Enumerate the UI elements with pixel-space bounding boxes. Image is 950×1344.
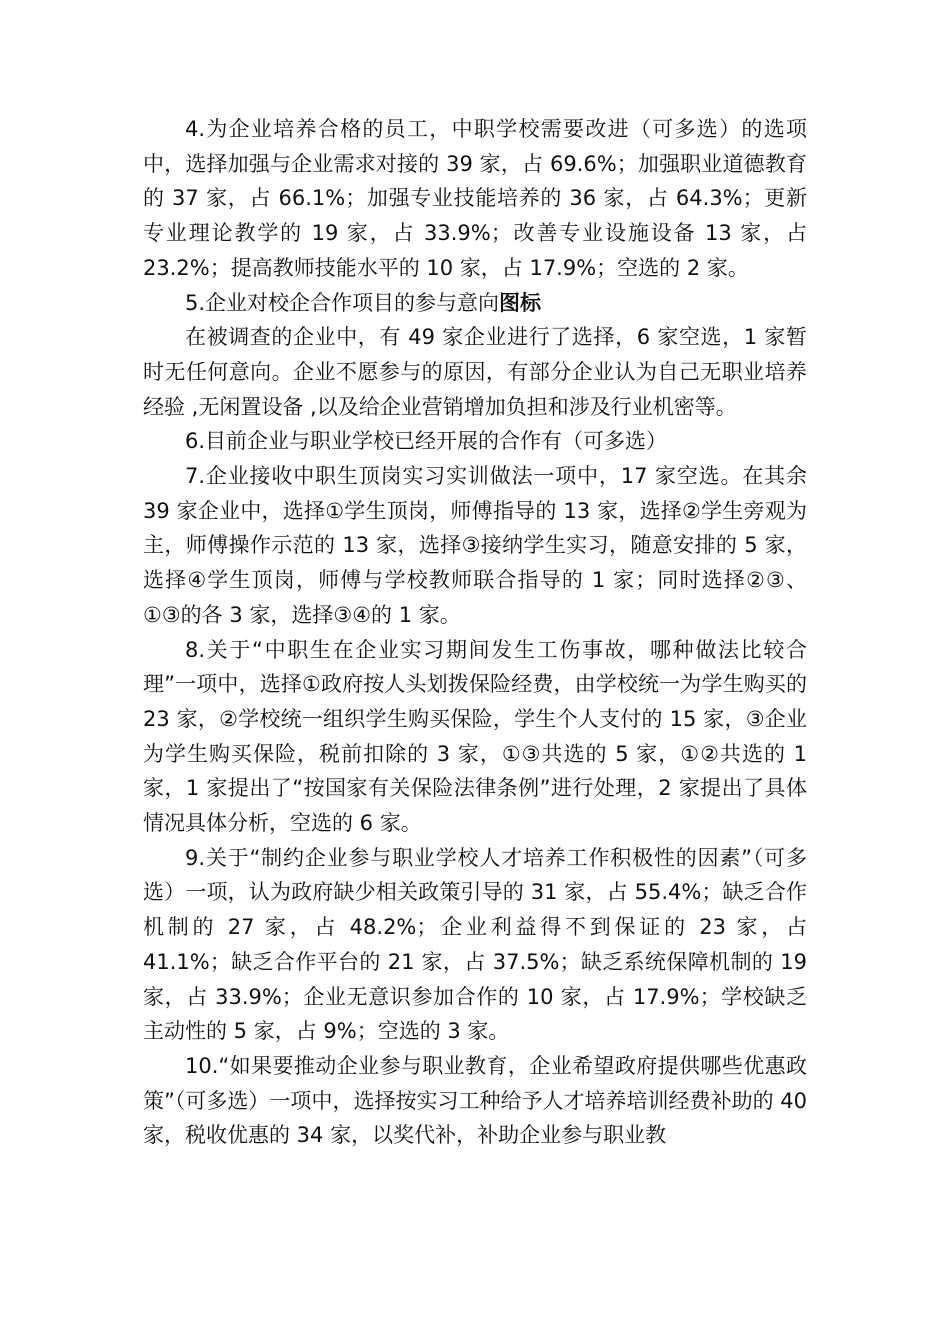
document-body bbox=[143, 112, 807, 1153]
paragraph-8: 8.关于“中职生在企业实习期间发生工伤事故，哪种做法比较合理”一项中，选择①政府按人头划拨保险经费，由学校统一为学生购买的 23 家，②学校统一组织学生购买保险，学生个人支付的 15 家，③企业为学生购买保险，税前扣除的 3 家，①③共选的 5 家，①②共选的 1 家，1 家提出了“按国家有关保险法律条例”进行处理，2 家提出了具体情况具体分析，空选的 6 家。 bbox=[143, 637, 807, 836]
paragraph-7: 7.企业接收中职生顶岗实习实训做法一项中，17 家空选。在其余 39 家企业中，选择①学生顶岗，师傅指导的 13 家，选择②学生旁观为主，师傅操作示范的 13 家，选择③接纳学生实习，随意安排的 5 家，选择④学生顶岗，师傅与学校教师联合指导的 1 家；同时选择②③、①③的各 3 家，选择③④的 1 家。 bbox=[143, 464, 808, 627]
paragraph-6: 6.目前企业与职业学校已经开展的合作有（可多选） bbox=[185, 429, 668, 454]
heading-5-bold-suffix: 图标 bbox=[499, 290, 542, 315]
paragraph-4: 4.为企业培养合格的员工，中职学校需要改进（可多选）的选项中，选择加强与企业需求对接的 39 家，占 69.6%；加强职业道德教育的 37 家，占 66.1%；加强专业技能培养的 36 家，占 64.3%；更新专业理论教学的 19 家，占 33.9%；改善专业设施设备 13 家，占 23.2%；提高教师技能水平的 10 家，占 17.9%；空选的 2 家。 bbox=[143, 117, 807, 280]
heading-5-text: 5.企业对校企合作项目的参与意向 bbox=[185, 290, 500, 315]
paragraph-5-body: 在被调查的企业中，有 49 家企业进行了选择，6 家空选，1 家暂时无任何意向。企业不愿参与的原因，有部分企业认为自己无职业培养经验 ,无闲置设备 ,以及给企业营销增加负担和涉及行业机密等。 bbox=[143, 325, 807, 419]
paragraph-10: 10.“如果要推动企业参与职业教育，企业希望政府提供哪些优惠政策”（可多选）一项中，选择按实习工种给予人才培养培训经费补助的 40 家，税收优惠的 34 家，以奖代补，补助企业参与职业教 bbox=[143, 1053, 807, 1148]
paragraph-5-heading bbox=[143, 286, 807, 321]
paragraph-9: 9.关于“制约企业参与职业学校人才培养工作积极性的因素”（可多选）一项，认为政府缺少相关政策引导的 31 家，占 55.4%；缺乏合作机制的 27 家，占 48.2%；企业利益得不到保证的 23 家，占 41.1%；缺乏合作平台的 21 家，占 37.5%；缺乏系统保障机制的 19 家，占 33.9%；企业无意识参加合作的 10 家，占 17.9%；学校缺乏主动性的 5 家，占 9%；空选的 3 家。 bbox=[143, 845, 807, 1044]
